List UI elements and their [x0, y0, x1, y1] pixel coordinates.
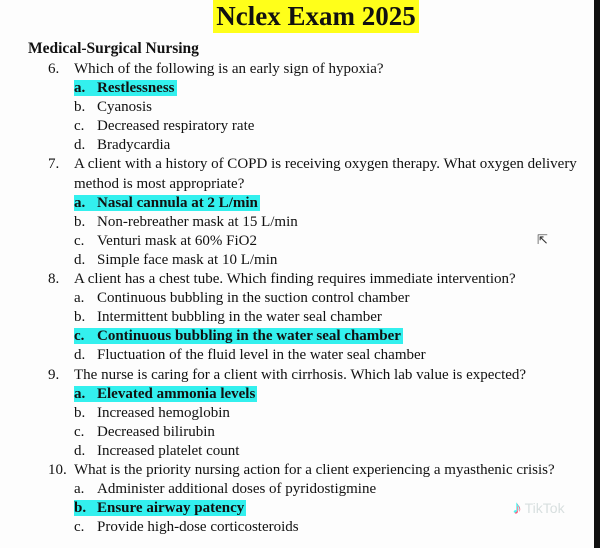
- option-text: Simple face mask at 10 L/min: [97, 251, 278, 268]
- question-number: 7.: [48, 156, 60, 173]
- correct-answer-option: [0, 79, 594, 98]
- tiktok-watermark: ♪ TikTok: [512, 497, 565, 517]
- option-letter: a.: [74, 194, 86, 211]
- option-text: Fluctuation of the fluid level in the water seal chamber: [97, 347, 426, 364]
- option-letter: d.: [74, 137, 86, 154]
- mouse-cursor-icon: ⇱: [537, 232, 548, 247]
- option-letter: a.: [74, 481, 85, 498]
- option-text: Administer additional doses of pyridostigmine: [97, 481, 377, 498]
- option-text: Venturi mask at 60% FiO2: [97, 232, 257, 249]
- option-letter: d.: [74, 442, 86, 459]
- option-text: Intermittent bubbling in the water seal chamber: [97, 309, 382, 326]
- correct-answer-option: [0, 327, 594, 346]
- section-heading: Medical-Surgical Nursing: [28, 40, 199, 57]
- answer-option: [0, 98, 594, 117]
- question-text: The nurse is caring for a client with cirrhosis. Which lab value is expected?: [74, 366, 527, 383]
- option-text: Provide high-dose corticosteroids: [97, 519, 299, 536]
- option-letter: b.: [74, 309, 86, 326]
- option-text: Bradycardia: [97, 137, 171, 154]
- question-number: 10.: [48, 461, 67, 478]
- question-number: 8.: [48, 271, 60, 288]
- option-letter: c.: [74, 118, 85, 135]
- question-text: Which of the following is an early sign of hypoxia?: [74, 61, 384, 77]
- question: [0, 155, 594, 193]
- answer-option: [0, 404, 594, 423]
- correct-answer-option: [0, 194, 594, 213]
- question: [0, 270, 594, 289]
- question: [0, 366, 594, 385]
- answer-option: [0, 136, 594, 155]
- answer-option: [0, 423, 594, 442]
- option-letter: c.: [74, 328, 85, 345]
- option-text: Restlessness: [74, 80, 177, 96]
- option-letter: d.: [74, 347, 86, 364]
- question-list: [0, 60, 594, 537]
- question: [0, 60, 594, 79]
- option-letter: b.: [74, 404, 86, 421]
- question: [0, 461, 594, 480]
- option-letter: a.: [74, 80, 86, 97]
- option-text: Increased platelet count: [97, 442, 240, 459]
- option-letter: b.: [74, 213, 86, 230]
- answer-option: [0, 308, 594, 327]
- answer-option: [0, 480, 594, 499]
- option-letter: c.: [74, 519, 85, 536]
- option-text: Non-rebreather mask at 15 L/min: [97, 213, 298, 230]
- answer-option: [0, 289, 594, 308]
- option-text: Increased hemoglobin: [97, 404, 230, 421]
- option-letter: b.: [74, 500, 87, 517]
- option-letter: b.: [74, 99, 86, 116]
- answer-option: [0, 442, 594, 461]
- option-text: Nasal cannula at 2 L/min: [74, 195, 260, 211]
- answer-option: [0, 213, 594, 232]
- question-number: 9.: [48, 366, 60, 383]
- option-letter: c.: [74, 232, 85, 249]
- correct-answer-option: [0, 499, 594, 518]
- question-text: A client has a chest tube. Which finding requires immediate intervention?: [74, 271, 516, 288]
- answer-option: [0, 251, 594, 270]
- correct-answer-option: [0, 385, 594, 404]
- option-text: Elevated ammonia levels: [74, 386, 257, 402]
- option-text: Continuous bubbling in the suction control chamber: [97, 290, 410, 307]
- option-letter: a.: [74, 290, 85, 307]
- answer-option: [0, 117, 594, 136]
- question-text: What is the priority nursing action for a client experiencing a myasthenic crisis?: [74, 461, 555, 478]
- document-title: Nclex Exam 2025: [0, 0, 600, 33]
- option-letter: a.: [74, 385, 86, 402]
- option-letter: d.: [74, 251, 86, 268]
- answer-option: [0, 232, 594, 251]
- option-text: Continuous bubbling in the water seal chamber: [74, 328, 403, 344]
- option-text: Decreased bilirubin: [97, 423, 215, 440]
- question-number: 6.: [48, 61, 60, 77]
- option-text: Cyanosis: [97, 99, 153, 116]
- window-edge: [594, 0, 600, 548]
- tiktok-logo-icon: ♪: [512, 497, 521, 517]
- option-text: Decreased respiratory rate: [97, 118, 255, 135]
- answer-option: [0, 346, 594, 365]
- question-text: A client with a history of COPD is receiving oxygen therapy. What oxygen delivery method is most appropriate?: [74, 156, 577, 192]
- option-letter: c.: [74, 423, 85, 440]
- answer-option: [0, 518, 594, 537]
- option-text: Ensure airway patency: [74, 500, 246, 516]
